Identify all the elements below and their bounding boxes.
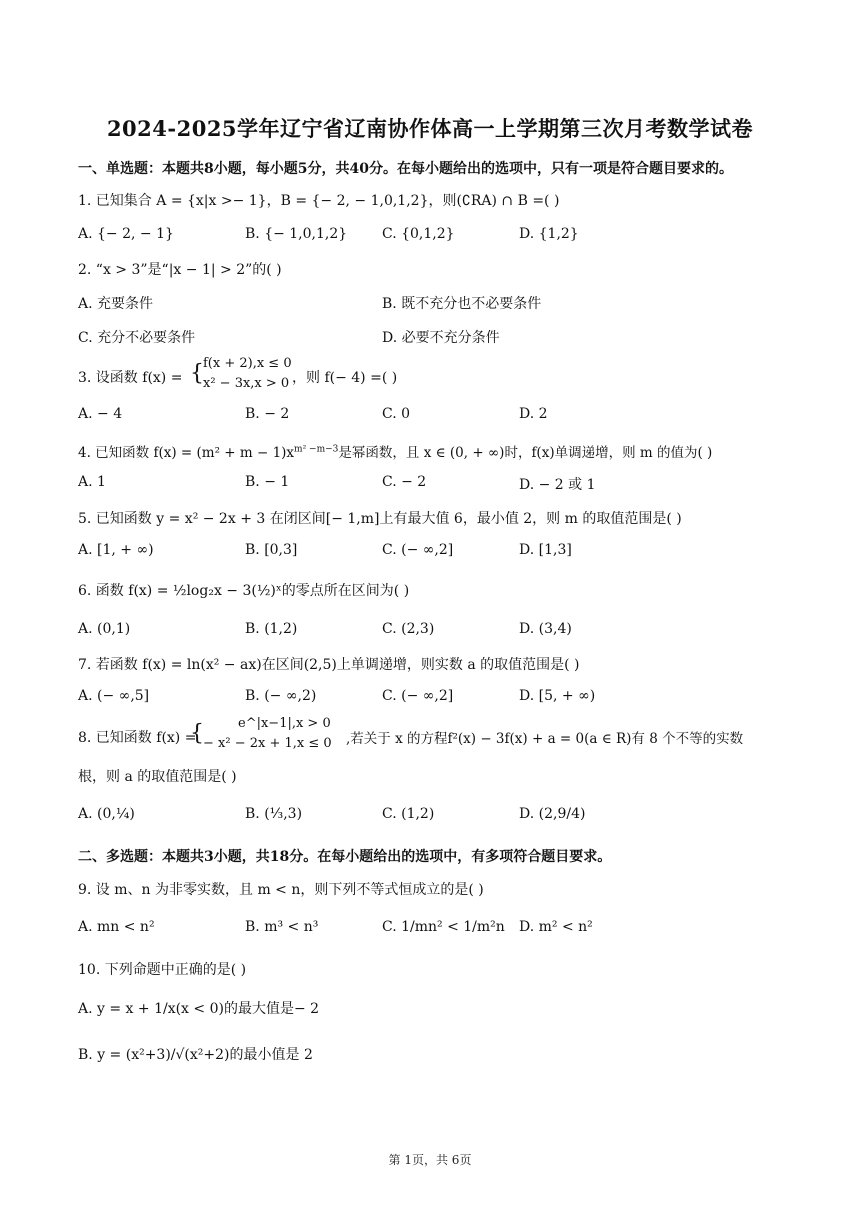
question-6-stem: 6. 函数 f(x) = ½log₂x − 3(½)ˣ的零点所在区间为( ) — [78, 583, 410, 599]
section-multiple-choice-heading: 二、多选题：本题共3小题，共18分。在每小题给出的选项中，有多项符合题目要求。 — [78, 849, 612, 865]
question-3-option-d: D. 2 — [519, 406, 548, 422]
question-3-brace: { — [190, 361, 204, 386]
question-5-option-d: D. [1,3] — [519, 542, 572, 558]
question-2-stem: 2. “x > 3”是“|x − 1| > 2”的( ) — [78, 262, 282, 278]
question-8-brace: { — [190, 721, 204, 746]
section-single-choice-heading: 一、单选题：本题共8小题，每小题5分，共40分。在每小题给出的选项中，只有一项是符合题目要求的。 — [78, 161, 733, 177]
question-4-option-a: A. 1 — [78, 474, 106, 490]
question-3-option-c: C. 0 — [382, 406, 411, 422]
page-title: 2024-2025学年辽宁省辽南协作体高一上学期第三次月考数学试卷 — [106, 116, 754, 141]
question-10-option-b: B. y = (x²+3)/√(x²+2)的最小值是 2 — [78, 1047, 313, 1063]
question-1-option-b: B. {− 1,0,1,2} — [245, 226, 348, 242]
question-9-stem: 9. 设 m、n 为非零实数，且 m < n，则下列不等式恒成立的是( ) — [78, 882, 484, 898]
question-3-stem-prefix: 3. 设函数 f(x) = — [78, 370, 183, 386]
question-8-stem-prefix: 8. 已知函数 f(x) = — [78, 730, 197, 746]
question-3-piece-2: x² − 3x,x > 0 — [203, 376, 290, 391]
question-8-option-c: C. (1,2) — [382, 806, 435, 822]
question-4-option-c: C. − 2 — [382, 474, 427, 490]
question-8-stem-line2: 根，则 a 的取值范围是( ) — [78, 769, 237, 785]
question-2-option-d: D. 必要不充分条件 — [382, 330, 500, 346]
question-7-option-c: C. (− ∞,2] — [382, 688, 454, 704]
question-4-stem-a: 4. 已知函数 f(x) = (m² + m − 1)x — [78, 445, 295, 461]
question-2-option-a: A. 充要条件 — [78, 296, 154, 312]
question-9-option-a: A. mn < n² — [78, 919, 155, 935]
question-3-stem-suffix: ，则 f(− 4) =( ) — [292, 370, 398, 386]
question-4-stem-b: 是幂函数，且 x ∈ (0, + ∞)时，f(x)单调递增，则 m 的值为( ) — [338, 445, 713, 461]
question-6-option-b: B. (1,2) — [245, 621, 298, 637]
question-3-option-b: B. − 2 — [245, 406, 290, 422]
question-7-stem: 7. 若函数 f(x) = ln(x² − ax)在区间(2,5)上单调递增，则实数 a 的取值范围是( ) — [78, 657, 580, 673]
question-3-piece-1: f(x + 2),x ≤ 0 — [203, 356, 292, 371]
question-1-option-a: A. {− 2, − 1} — [78, 226, 174, 242]
question-1-option-c: C. {0,1,2} — [382, 226, 455, 242]
question-10-option-a: A. y = x + 1/x(x < 0)的最大值是− 2 — [78, 1001, 320, 1017]
question-6-option-c: C. (2,3) — [382, 621, 435, 637]
question-8-option-d: D. (2,9/4) — [519, 806, 586, 822]
question-9-option-c: C. 1/mn² < 1/m²n — [382, 919, 505, 935]
question-5-option-c: C. (− ∞,2] — [382, 542, 454, 558]
question-5-option-a: A. [1, + ∞) — [78, 542, 154, 558]
question-8-stem-suffix: ,若关于 x 的方程f²(x) − 3f(x) + a = 0(a ∈ R)有 8 个不等的实数 — [346, 731, 744, 747]
question-7-option-a: A. (− ∞,5] — [78, 688, 150, 704]
question-4-stem — [78, 441, 712, 461]
question-9-option-d: D. m² < n² — [519, 919, 593, 935]
page-footer: 第 1页，共 6页 — [388, 1153, 472, 1167]
question-5-option-b: B. [0,3] — [245, 542, 298, 558]
question-8-option-b: B. (⅓,3) — [245, 806, 303, 822]
question-9-option-b: B. m³ < n³ — [245, 919, 319, 935]
question-5-stem: 5. 已知函数 y = x² − 2x + 3 在闭区间[− 1,m]上有最大值 6，最小值 2，则 m 的取值范围是( ) — [78, 511, 682, 527]
question-2-option-b: B. 既不充分也不必要条件 — [382, 296, 542, 312]
question-7-option-b: B. (− ∞,2) — [245, 688, 317, 704]
question-4-option-d: D. − 2 或 1 — [519, 477, 596, 493]
question-4-option-b: B. − 1 — [245, 474, 290, 490]
question-8-piece-1: e^|x−1|,x > 0 — [238, 716, 331, 731]
question-7-option-d: D. [5, + ∞) — [519, 688, 596, 704]
question-8-piece-2: − x² − 2x + 1,x ≤ 0 — [203, 736, 332, 751]
question-1-stem: 1. 已知集合 A = {x|x >− 1}，B = {− 2, − 1,0,1,2}，则(∁RA) ∩ B =( ) — [78, 193, 560, 209]
question-6-option-a: A. (0,1) — [78, 621, 131, 637]
question-10-stem: 10. 下列命题中正确的是( ) — [78, 962, 247, 978]
question-3-option-a: A. − 4 — [78, 406, 123, 422]
question-2-option-c: C. 充分不必要条件 — [78, 330, 196, 346]
question-8-option-a: A. (0,¼) — [78, 806, 135, 822]
question-1-option-d: D. {1,2} — [519, 226, 579, 242]
question-4-exponent: m² −m−3 — [294, 444, 339, 455]
question-6-option-d: D. (3,4) — [519, 621, 572, 637]
